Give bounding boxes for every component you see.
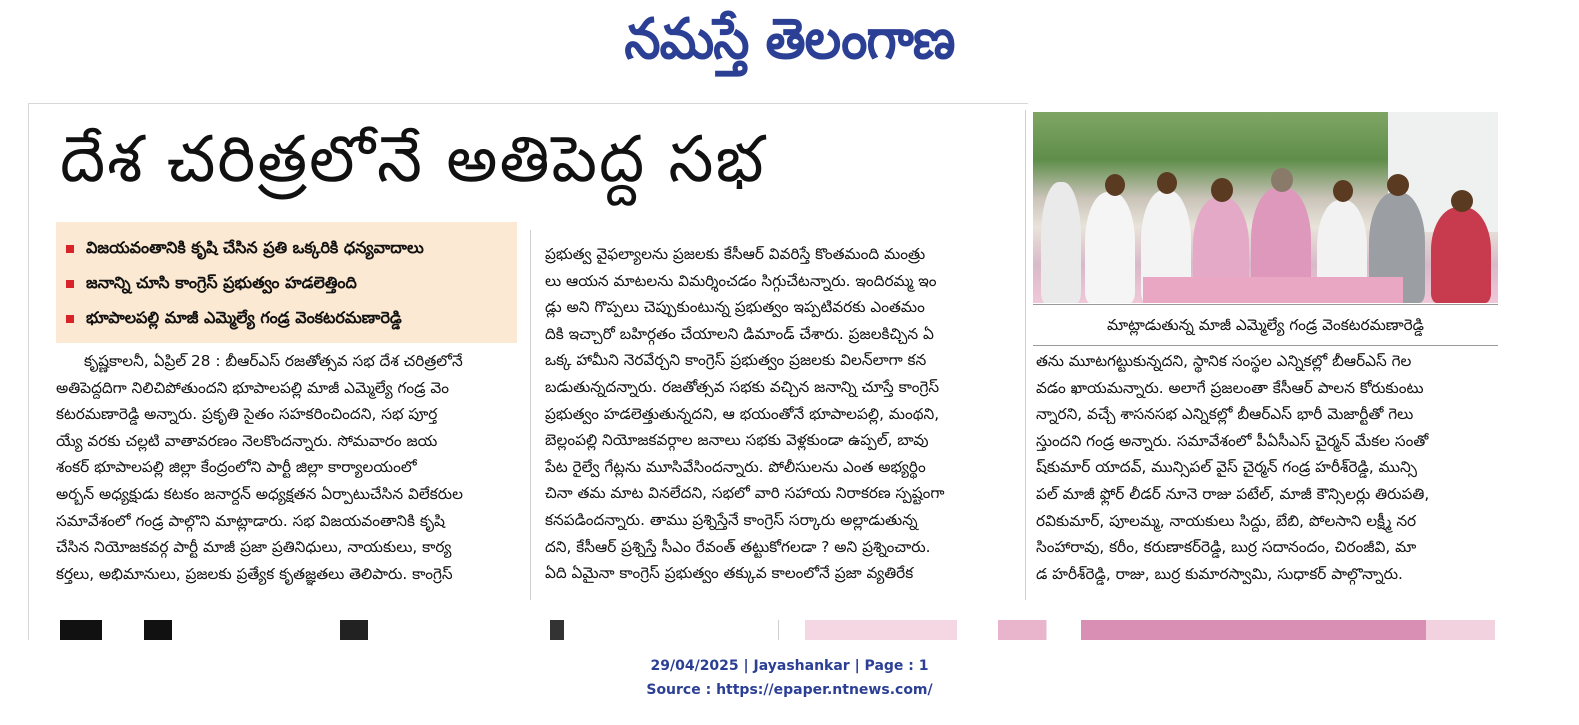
body-line: డ హరీశ్‌రెడ్డి, రాజు, బుర్ర కుమారస్వామి, సుధాకర్ పాల్గొన్నారు. (1036, 564, 1403, 583)
body-line: సింహారావు, కరీం, కరుణాకర్‌రెడ్డి, బుర్ర సదానందం, చిరంజీవి, మా (1036, 538, 1417, 557)
body-line: వడం ఖాయమన్నారు. అలాగే ప్రజలంతా కేసీఆర్ పాలన కోరుకుంటు (1036, 378, 1424, 397)
body-line: ఏది ఏమైనా కాంగ్రెస్ ప్రభుత్వం తక్కువ కాలంలోనే ప్రజా వ్యతిరేక (545, 564, 914, 583)
body-line: దని, కేసీఆర్ ప్రశ్నిస్తే సీఎం రేవంత్ తట్టుకోగలడా ? అని ప్రశ్నించారు. (545, 537, 931, 556)
body-line: బెల్లంపల్లి నియోజకవర్గాల జనాలు సభకు వెళ్లకుండా ఉప్పల్, బావు (545, 431, 929, 450)
body-line: లు ఆయన మాటలను విమర్శించడం సిగ్గుచేటన్నారు. ఇందిరమ్మ ఇం (545, 271, 937, 290)
body-line: కృష్ణకాలనీ, ఏప్రిల్ 28 : బీఆర్ఎస్ రజతోత్సవ సభ దేశ చరిత్రలోనే (84, 352, 463, 370)
body-line: సమావేశంలో గండ్ర పాల్గొని మాట్లాడారు. సభ విజయవంతానికి కృషి (56, 511, 445, 530)
clip-top-border (28, 103, 1028, 104)
photo-caption: మాట్లాడుతున్న మాజీ ఎమ్మెల్యే గండ్ర వెంకటరమణారెడ్డి (1106, 316, 1425, 334)
article-photo (1033, 112, 1498, 303)
highlights-box (56, 222, 517, 343)
body-line: ప్రభుత్వం హడలెత్తుతున్నదని, ఆ భయంతోనే భూపాలపల్లి, మంథని, (545, 404, 940, 423)
photo-head (1333, 180, 1353, 202)
body-line: దికి ఇచ్చారో బహిర్గతం చేయాలని డిమాండ్ చేశారు. ప్రజలకిచ్చిన ఏ (545, 324, 934, 343)
body-line: రవికుమార్, పూలమ్మ, నాయకులు సిద్దు, బేబి, పోలసాని లక్ష్మీ నర (1036, 511, 1417, 530)
body-line: ప్రభుత్వ వైఫల్యాలను ప్రజలకు కేసీఆర్ వివరిస్తే కొంతమంది మంత్రు (545, 245, 926, 263)
body-line: చేసిన నియోజకవర్గ పార్టీ మాజీ ప్రజా ప్రతినిధులు, నాయకులు, కార్య (56, 538, 452, 557)
body-line: ష్‌కుమార్ యాదవ్, మున్సిపల్ వైస్ చైర్మన్ గండ్ర హరీశ్‌రెడ్డి, మున్సి (1036, 458, 1417, 477)
body-line: శంకర్ భూపాలపల్లి జిల్లా కేంద్రంలోని పార్టీ జిల్లా కార్యాలయంలో (56, 458, 417, 477)
next-article-strip (60, 620, 760, 640)
highlight-text: భూపాలపల్లి మాజీ ఎమ్మెల్యే గండ్ర వెంకటరమణారెడ్డి (86, 308, 402, 327)
next-article-photo-strip (805, 620, 1495, 640)
highlight-text: జనాన్ని చూసి కాంగ్రెస్ ప్రభుత్వం హడలెత్తింది (86, 273, 357, 292)
photo-head (1157, 172, 1177, 194)
footer-source-line: Source : https://epaper.ntnews.com/ (646, 682, 933, 698)
body-line: య్యే వరకు చల్లటి వాతావరణం నెలకొందన్నారు. సోమవారం జయ (56, 431, 438, 450)
photo-table-cloth (1143, 277, 1403, 303)
column-divider (778, 620, 779, 640)
highlight-item (66, 303, 402, 333)
body-line: అర్బన్ అధ్యక్షుడు కటకం జనార్దన్ అధ్యక్షతన ఏర్పాటుచేసిన విలేకరుల (56, 484, 463, 503)
body-line: డ్లు అని గొప్పలు చెప్పుకుంటున్న ప్రభుత్వం ఇప్పటివరకు ఎంతమం (545, 298, 925, 317)
masthead-logo: నమస్తే తెలంగాణ (624, 7, 955, 72)
body-line: పేట రైల్వే గేట్లను మూసివేసిందన్నారు. పోలీసులను ఎంత అభ్యర్థిం (545, 457, 926, 476)
clip-left-border (28, 103, 29, 640)
photo-head (1211, 178, 1233, 202)
body-line: కనపడిందన్నారు. తాము ప్రశ్నిస్తేనే కాంగ్రెస్ సర్కారు అల్లాడుతున్న (545, 510, 918, 529)
body-line: న్నారని, వచ్చే శాసనసభ ఎన్నికల్లో బీఆర్ఎస్ భారీ మెజార్టీతో గెలు (1036, 405, 1414, 424)
body-line: పల్ మాజీ ఫ్లోర్ లీడర్ నూనె రాజు పటేల్, మాజీ కౌన్సిలర్లు తిరుపతి, (1036, 484, 1430, 503)
photo-figure (1041, 182, 1081, 303)
column-divider (1025, 110, 1026, 600)
article-column-2 (545, 241, 1018, 587)
highlight-item (66, 233, 424, 263)
body-line: కర్తలు, అభిమానులు, ప్రజలకు ప్రత్యేక కృతజ్ఞతలు తెలిపారు. కాంగ్రెస్ (56, 564, 453, 583)
photo-figure (1085, 192, 1135, 303)
body-line: చినా తమ మాట వినలేదని, సభలో వారి సహాయ నిరాకరణ స్పష్టంగా (545, 484, 945, 503)
photo-head (1387, 174, 1409, 196)
article-column-1 (56, 348, 518, 587)
body-line: తను మూటగట్టుకున్నదని, స్థానిక సంస్థల ఎన్నికల్లో బీఆర్ఎస్ గెల (1036, 352, 1412, 370)
body-line: కటరమణారెడ్డి అన్నారు. ప్రకృతి సైతం సహకరించిందని, సభ పూర్త (56, 405, 438, 424)
body-line: అతిపెద్దదిగా నిలిచిపోతుందని భూపాలపల్లి మాజీ ఎమ్మెల్యే గండ్ర వెం (56, 378, 449, 397)
photo-head (1271, 168, 1293, 192)
highlight-item (66, 268, 357, 298)
article-column-3 (1036, 348, 1498, 587)
body-line: స్తుందని గండ్ర అన్నారు. సమావేశంలో పీఏసీఎస్ చైర్మన్ మేకల సంతో (1036, 431, 1429, 450)
photo-caption-box (1033, 304, 1498, 346)
footer-date-line: 29/04/2025 | Jayashankar | Page : 1 (650, 658, 929, 674)
bullet-icon (66, 315, 74, 323)
body-line: ఒక్క హామీని నెరవేర్చని కాంగ్రెస్ ప్రభుత్వం ప్రజలకు విలన్‌లాగా కన (545, 351, 927, 370)
article-headline: దేశ చరిత్రలోనే అతిపెద్ద సభ (60, 123, 766, 197)
bullet-icon (66, 280, 74, 288)
highlight-text: విజయవంతానికి కృషి చేసిన ప్రతి ఒక్కరికి ధన్యవాదాలు (86, 238, 424, 257)
column-divider (530, 230, 531, 600)
photo-head (1451, 190, 1473, 212)
photo-figure (1431, 207, 1491, 303)
body-line: బడుతున్నదన్నారు. రజతోత్సవ సభకు వచ్చిన జనాన్ని చూస్తే కాంగ్రెస్ (545, 377, 940, 396)
bullet-icon (66, 245, 74, 253)
photo-head (1105, 174, 1125, 196)
